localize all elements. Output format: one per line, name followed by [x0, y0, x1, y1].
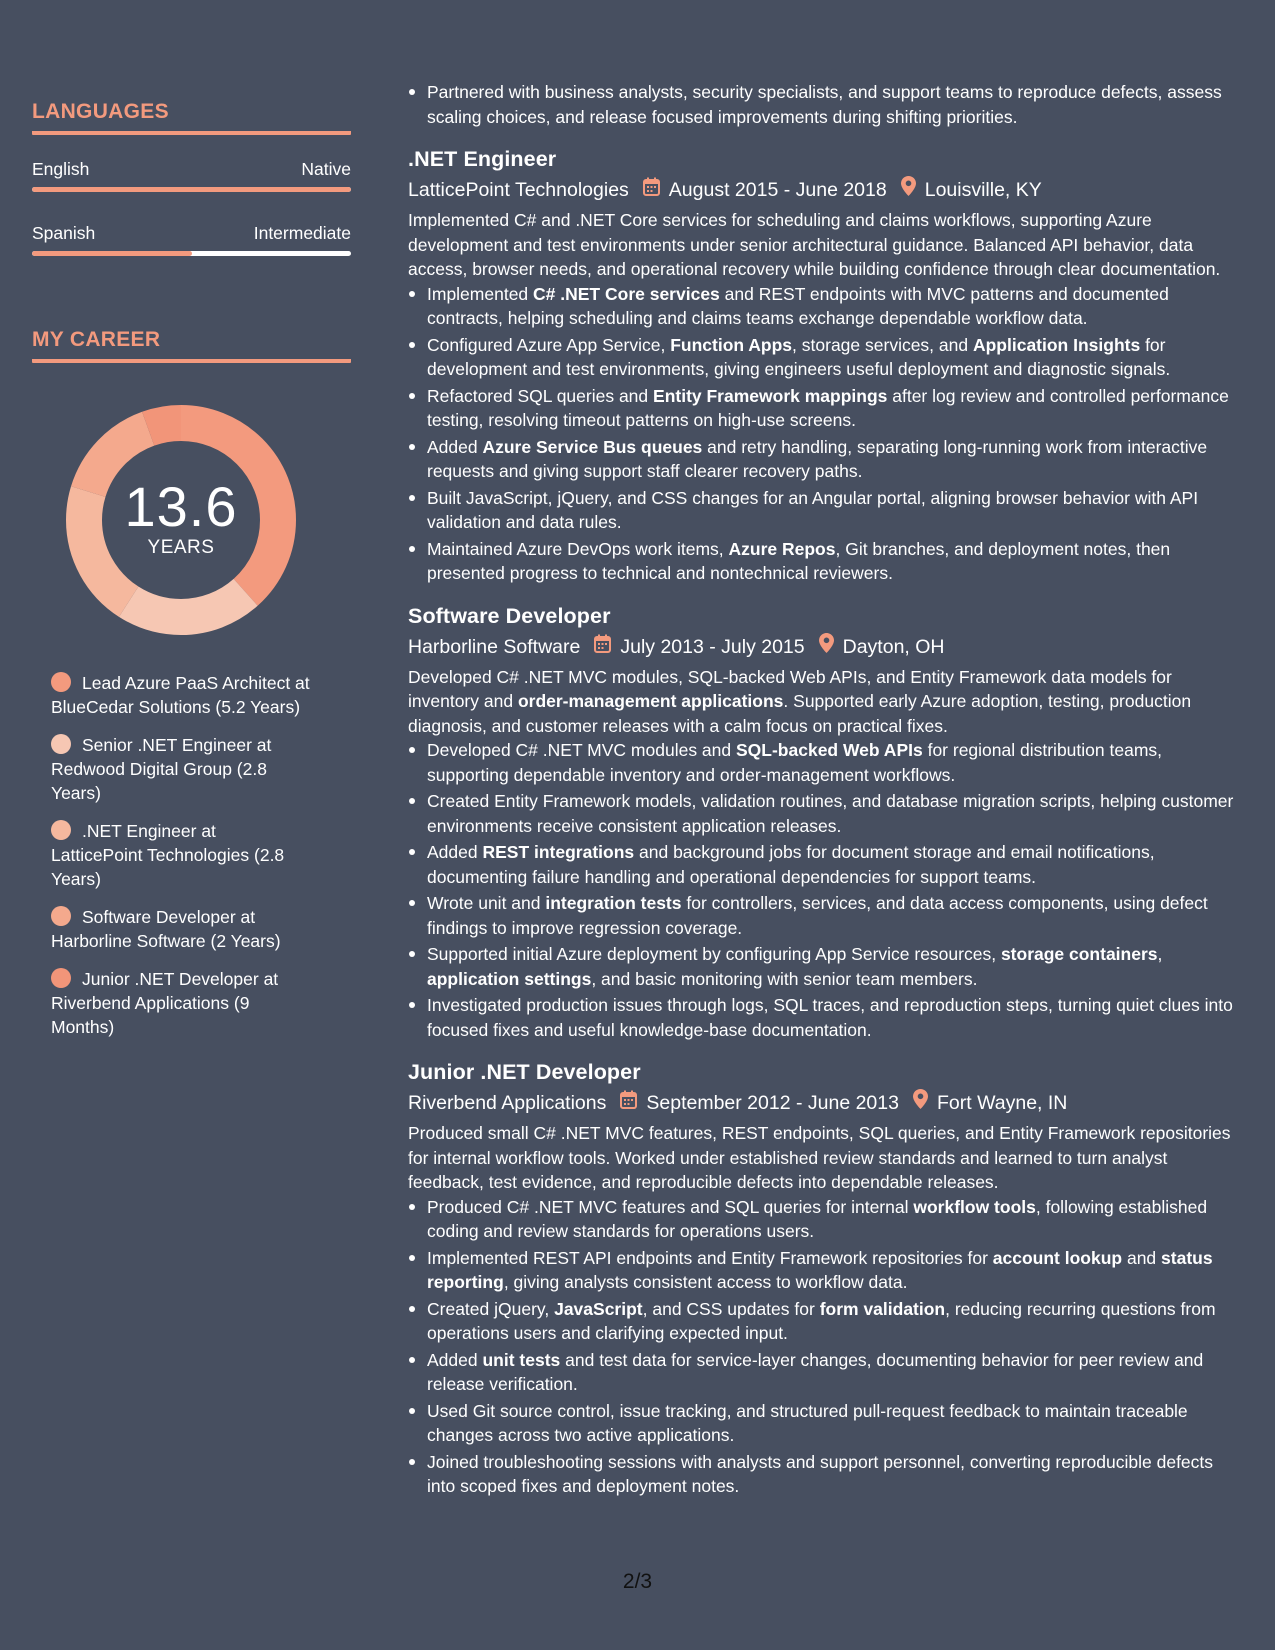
calendar-icon: [643, 176, 660, 204]
bullet-item: Added Azure Service Bus queues and retry handling, separating long-running work from interactive requests and giving support staff clearer recovery paths.: [408, 435, 1238, 484]
bullet-item: Configured Azure App Service, Function Apps, storage services, and Application Insights for development and test environments, giving engineers useful deployment and diagnostic signals.: [408, 333, 1238, 382]
job-summary: Developed C# .NET MVC modules, SQL-backed Web APIs, and Entity Framework data models for inventory and order-management applications. Supported early Azure adoption, testing, production diagnosis, and customer releases with a calm focus on practical fixes.: [408, 666, 1192, 736]
intro-bullet-list: [408, 80, 1238, 129]
bullet-item: Wrote unit and integration tests for controllers, services, and data access components, using defect findings to improve regression coverage.: [408, 891, 1238, 940]
job-meta: [408, 176, 1238, 204]
language-item: [32, 159, 351, 192]
job-entry: [408, 145, 1238, 586]
job-location: Fort Wayne, IN: [936, 1092, 1068, 1114]
language-name: Spanish: [32, 223, 96, 243]
bullet-item: Partnered with business analysts, security specialists, and support teams to reproduce defects, assess scaling choices, and release focused improvements during shifting priorities.: [408, 80, 1238, 129]
job-title: Junior .NET Developer: [408, 1060, 641, 1084]
page-number: 2/3: [622, 1570, 653, 1593]
language-level: Native: [301, 159, 351, 179]
bullet-item: Joined troubleshooting sessions with analysts and support personnel, converting reproducible defects into scoped fixes and deployment notes.: [408, 1450, 1238, 1499]
job-meta: [408, 633, 1238, 661]
job-location: Dayton, OH: [842, 635, 945, 658]
career-legend-item: [51, 905, 312, 953]
job-location: Louisville, KY: [924, 179, 1042, 201]
bullet-item: Created jQuery, JavaScript, and CSS updates for form validation, reducing recurring questions from operations users and clarifying expected input.: [408, 1297, 1238, 1346]
career-legend-label: Senior .NET Engineer at Redwood Digital Group (2.8 Years): [51, 735, 272, 803]
bullet-item: Maintained Azure DevOps work items, Azure Repos, Git branches, and deployment notes, then presented progress to technical and nontechnical reviewers.: [408, 537, 1238, 586]
location-pin-icon: [913, 1089, 928, 1117]
job-summary: Produced small C# .NET MVC features, REST endpoints, SQL queries, and Entity Framework repositories for internal workflow tools. Worked under established review standards and learned to turn analyst feedback, test evidence, and reproducible defects into dependable releases.: [408, 1123, 1231, 1192]
job-dates: July 2013 - July 2015: [620, 635, 805, 658]
language-item: [32, 223, 351, 256]
language-bar-fill: [32, 187, 351, 192]
career-years-label: YEARS: [147, 537, 215, 558]
languages-title: LANGUAGES: [32, 100, 351, 135]
location-pin-icon: [819, 633, 834, 661]
bullet-item: Built JavaScript, jQuery, and CSS changes for an Angular portal, aligning browser behavior with API validation and data rules.: [408, 486, 1238, 535]
bullet-item: Implemented REST API endpoints and Entity Framework repositories for account lookup and status reporting, giving analysts consistent access to workflow data.: [408, 1246, 1238, 1295]
career-donut-chart: [66, 405, 296, 635]
career-legend-label: .NET Engineer at LatticePoint Technologies (2.8 Years): [51, 821, 285, 889]
calendar-icon: [620, 1089, 637, 1117]
sidebar: [32, 100, 351, 1053]
career-title: MY CAREER: [32, 328, 351, 363]
job-bullet-list: [408, 282, 1238, 586]
career-legend-label: Lead Azure PaaS Architect at BlueCedar Solutions (5.2 Years): [51, 673, 310, 717]
job-entry: [408, 1058, 1238, 1499]
job-bullet-list: [408, 1195, 1238, 1499]
bullet-item: Refactored SQL queries and Entity Framework mappings after log review and controlled performance testing, resolving timeout patterns on high-use screens.: [408, 384, 1238, 433]
bullet-item: Created Entity Framework models, validation routines, and database migration scripts, helping customer environments receive consistent application releases.: [408, 789, 1238, 838]
location-pin-icon: [901, 176, 916, 204]
job-company: Harborline Software: [408, 635, 581, 658]
job-title: .NET Engineer: [408, 147, 557, 171]
legend-dot-icon: [51, 906, 71, 926]
career-legend-item: [51, 733, 312, 805]
career-legend-item: [51, 671, 312, 719]
bullet-item: Added REST integrations and background jobs for document storage and email notifications, documenting failure handling and operational dependencies for support teams.: [408, 840, 1238, 889]
legend-dot-icon: [51, 672, 71, 692]
bullet-item: Added unit tests and test data for service-layer changes, documenting behavior for peer review and release verification.: [408, 1348, 1238, 1397]
language-name: English: [32, 159, 90, 179]
language-bar: [32, 187, 351, 192]
legend-dot-icon: [51, 968, 71, 988]
legend-dot-icon: [51, 734, 71, 754]
language-bar: [32, 251, 351, 256]
calendar-icon: [594, 633, 611, 661]
job-dates: August 2015 - June 2018: [668, 179, 887, 201]
career-total-years: 13.6: [124, 475, 238, 538]
career-legend-label: Junior .NET Developer at Riverbend Applications (9 Months): [51, 969, 279, 1037]
career-legend-label: Software Developer at Harborline Software (2 Years): [51, 907, 281, 951]
language-bar-fill: [32, 251, 192, 256]
job-bullet-list: [408, 738, 1238, 1042]
legend-dot-icon: [51, 820, 71, 840]
job-company: Riverbend Applications: [408, 1092, 607, 1114]
career-legend: [32, 671, 312, 1039]
language-list: [32, 159, 351, 256]
job-title: Software Developer: [408, 603, 611, 628]
job-entry: [408, 602, 1238, 1043]
language-level: Intermediate: [253, 223, 351, 243]
job-meta: [408, 1089, 1238, 1117]
experience-section: [408, 80, 1238, 1501]
job-summary: Implemented C# and .NET Core services for scheduling and claims workflows, supporting Azure development and test environments under senior architectural guidance. Balanced API behavior, data access, browser needs, and operational recovery while building confidence through clear documentation.: [408, 210, 1221, 279]
bullet-item: Developed C# .NET MVC modules and SQL-backed Web APIs for regional distribution teams, supporting dependable inventory and order-management workflows.: [408, 738, 1238, 787]
job-company: LatticePoint Technologies: [408, 179, 629, 201]
career-legend-item: [51, 967, 312, 1039]
bullet-item: Investigated production issues through logs, SQL traces, and reproduction steps, turning quiet clues into focused fixes and useful knowledge-base documentation.: [408, 993, 1238, 1042]
bullet-item: Supported initial Azure deployment by configuring App Service resources, storage containers, application settings, and basic monitoring with senior team members.: [408, 942, 1238, 991]
career-legend-item: [51, 819, 312, 891]
job-dates: September 2012 - June 2013: [646, 1092, 899, 1114]
bullet-item: Used Git source control, issue tracking, and structured pull-request feedback to maintain traceable changes across two active applications.: [408, 1399, 1238, 1448]
bullet-item: Produced C# .NET MVC features and SQL queries for internal workflow tools, following established coding and review standards for operations users.: [408, 1195, 1238, 1244]
bullet-item: Implemented C# .NET Core services and REST endpoints with MVC patterns and documented contracts, helping scheduling and claims teams exchange dependable workflow data.: [408, 282, 1238, 331]
